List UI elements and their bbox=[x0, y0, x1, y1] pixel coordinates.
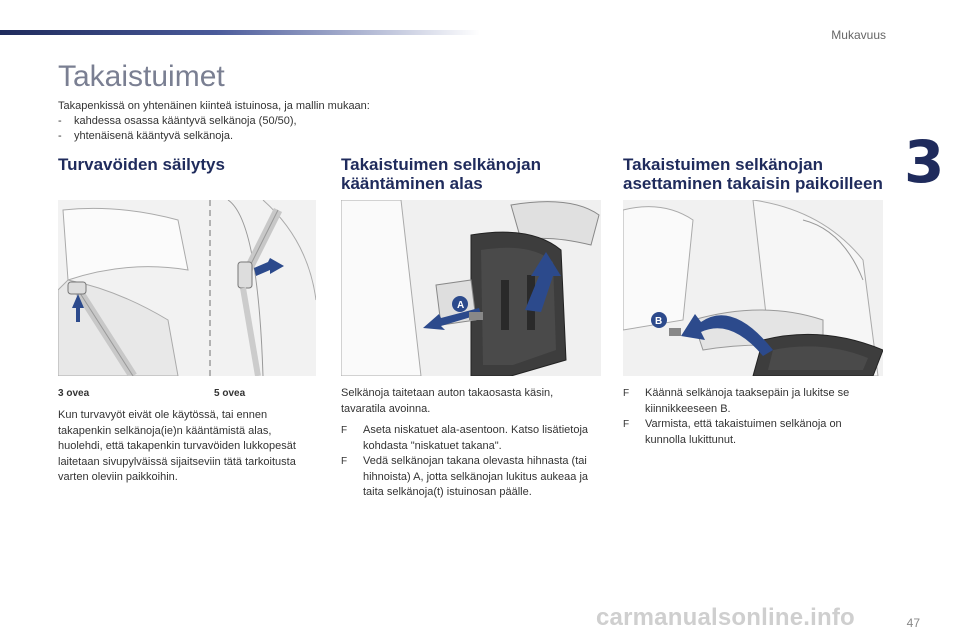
col3-body bbox=[623, 386, 878, 448]
col2-title bbox=[341, 155, 541, 193]
col2-title-line2: kääntäminen alas bbox=[341, 174, 483, 193]
col1-title: Turvavöiden säilytys bbox=[58, 155, 225, 174]
col3-title-line2: asettaminen takaisin paikoilleen bbox=[623, 174, 883, 193]
watermark: carmanualsonline.info bbox=[596, 604, 855, 631]
bullet: F bbox=[623, 419, 630, 430]
col1-text: Kun turvavyöt eivät ole käytössä, tai ennen takapenkin selkänoja(ie)n kääntämistä alas, huolehdi, että takapenkin turvavöiden lukkopesät laitetaan sivupylväissä sijaitseviin tätä tarkoitusta varten oleviin paikkoihin. bbox=[58, 409, 296, 483]
fold-seat-illustration bbox=[341, 200, 601, 376]
col3-title bbox=[623, 155, 883, 193]
intro-item: - kahdessa osassa kääntyvä selkänoja (50/50), bbox=[58, 114, 488, 129]
label-b: B bbox=[655, 316, 663, 327]
header-accent-bar bbox=[0, 30, 480, 35]
bullet: F bbox=[341, 425, 348, 436]
col2-title-line1: Takaistuimen selkänojan bbox=[341, 155, 541, 174]
col3-step: F Varmista, että takaistuimen selkänoja on kunnolla lukittunut. bbox=[623, 418, 842, 446]
col2-lead: Selkänoja taitetaan auton takaosasta käsin, tavaratila avoinna. bbox=[341, 387, 554, 415]
col2-body bbox=[341, 386, 591, 501]
col3-step: F Käännä selkänoja taaksepäin ja lukitse se kiinnikkeeseen B. bbox=[623, 387, 850, 415]
chapter-number: 3 bbox=[904, 128, 945, 196]
caption-3-door: 3 ovea bbox=[58, 388, 90, 399]
col2-step: F Vedä selkänojan takana olevasta hihnasta (tai hihnoista) A, jotta selkänojan lukitus aukeaa ja taita selkänoja(t) istuinosan päälle. bbox=[341, 455, 589, 498]
return-seat-illustration bbox=[623, 200, 883, 376]
intro-list bbox=[58, 114, 488, 144]
seatbelt-illustration bbox=[58, 200, 316, 376]
page-number: 47 bbox=[906, 616, 920, 630]
bullet: F bbox=[341, 456, 348, 467]
caption-5-door: 5 ovea bbox=[214, 388, 246, 399]
section-name: Mukavuus bbox=[831, 28, 886, 42]
page-title: Takaistuimet bbox=[58, 60, 225, 93]
col3-steps bbox=[623, 386, 878, 448]
intro-item: - yhtenäisenä kääntyvä selkänoja. bbox=[58, 129, 488, 144]
intro bbox=[58, 99, 488, 144]
intro-text: Takapenkissä on yhtenäinen kiinteä istuinosa, ja mallin mukaan: bbox=[58, 100, 370, 112]
col2-steps bbox=[341, 423, 591, 501]
col1-body bbox=[58, 408, 314, 492]
col3-title-line1: Takaistuimen selkänojan bbox=[623, 155, 823, 174]
label-a: A bbox=[457, 300, 465, 311]
col2-step: F Aseta niskatuet ala-asentoon. Katso lisätietoja kohdasta "niskatuet takana". bbox=[341, 424, 589, 452]
bullet: F bbox=[623, 388, 630, 399]
